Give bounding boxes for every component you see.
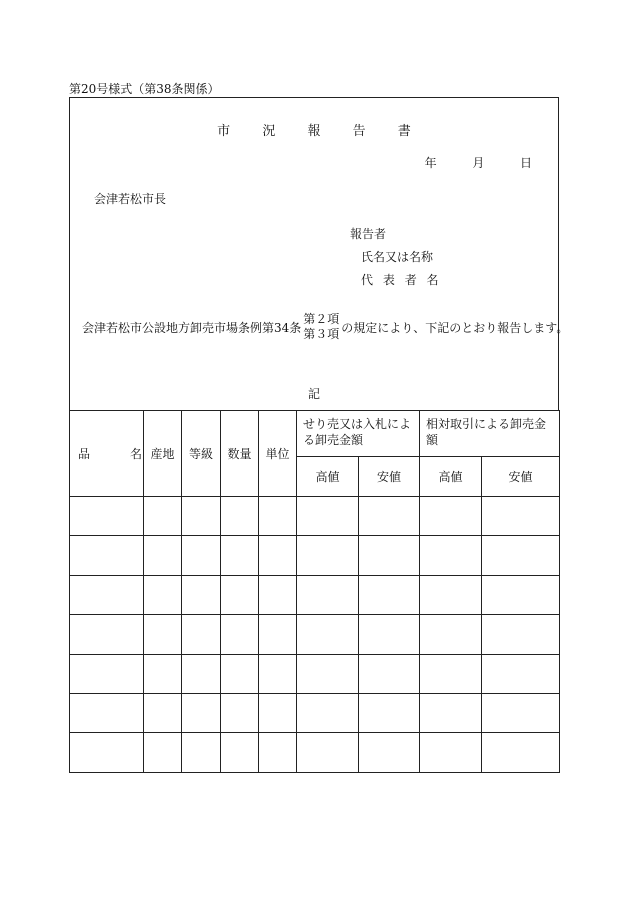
table-cell[interactable] xyxy=(420,497,482,536)
table-row xyxy=(70,575,560,614)
date-year: 年 xyxy=(424,156,437,170)
table-cell[interactable] xyxy=(259,733,297,772)
rep-char: 者 xyxy=(404,273,417,287)
title-char: 書 xyxy=(397,124,411,139)
table-cell[interactable] xyxy=(482,536,560,575)
table-cell[interactable] xyxy=(182,615,221,654)
representative-label xyxy=(361,271,445,288)
table-body xyxy=(70,497,560,773)
table-cell[interactable] xyxy=(221,536,259,575)
table-cell[interactable] xyxy=(70,536,144,575)
statement-after: の規定により、下記のとおり報告します。 xyxy=(341,320,569,335)
table-cell[interactable] xyxy=(70,733,144,772)
header-auction-high: 高値 xyxy=(297,457,359,497)
table-cell[interactable] xyxy=(144,575,182,614)
header-negotiated-low: 安値 xyxy=(482,457,560,497)
form-number-label: 第20号様式（第38条関係） xyxy=(69,82,220,96)
table-row xyxy=(70,497,560,536)
date-line xyxy=(425,154,532,171)
table-cell[interactable] xyxy=(297,693,359,732)
table-cell[interactable] xyxy=(482,693,560,732)
table-cell[interactable] xyxy=(70,654,144,693)
table-cell[interactable] xyxy=(482,497,560,536)
table-cell[interactable] xyxy=(182,497,221,536)
table-cell[interactable] xyxy=(297,497,359,536)
table-cell[interactable] xyxy=(221,497,259,536)
table-cell[interactable] xyxy=(221,733,259,772)
table-cell[interactable] xyxy=(182,693,221,732)
table-cell[interactable] xyxy=(182,575,221,614)
table-row xyxy=(70,693,560,732)
table-cell[interactable] xyxy=(359,615,420,654)
header-item-name xyxy=(70,411,144,497)
table-cell[interactable] xyxy=(420,693,482,732)
table-row xyxy=(70,615,560,654)
table-cell[interactable] xyxy=(259,575,297,614)
table-cell[interactable] xyxy=(70,615,144,654)
header-auction-amount: せり売又は入札による卸売金額 xyxy=(297,411,420,457)
table-cell[interactable] xyxy=(482,575,560,614)
table-cell[interactable] xyxy=(297,615,359,654)
table-cell[interactable] xyxy=(359,693,420,732)
date-month: 月 xyxy=(472,156,485,170)
title-char: 況 xyxy=(262,124,276,139)
name-label: 氏名又は名称 xyxy=(361,250,434,264)
header-origin: 産地 xyxy=(144,411,182,497)
header-auction-low: 安値 xyxy=(359,457,420,497)
table-cell[interactable] xyxy=(144,693,182,732)
table-cell[interactable] xyxy=(420,733,482,772)
table-cell[interactable] xyxy=(482,615,560,654)
statement-before: 会津若松市公設地方卸売市場条例第34条 xyxy=(82,320,302,335)
table-cell[interactable] xyxy=(221,654,259,693)
table-cell[interactable] xyxy=(144,536,182,575)
table-cell[interactable] xyxy=(221,575,259,614)
addressee: 会津若松市長 xyxy=(94,192,167,206)
table-cell[interactable] xyxy=(259,497,297,536)
table-cell[interactable] xyxy=(297,733,359,772)
table-cell[interactable] xyxy=(182,733,221,772)
table-cell[interactable] xyxy=(144,497,182,536)
clause-bottom: 第３項 xyxy=(303,327,340,341)
table-cell[interactable] xyxy=(259,615,297,654)
header-unit: 単位 xyxy=(259,411,297,497)
table-cell[interactable] xyxy=(221,615,259,654)
table-cell[interactable] xyxy=(259,654,297,693)
statement-text xyxy=(82,312,568,342)
reporter-heading: 報告者 xyxy=(350,227,387,241)
table-cell[interactable] xyxy=(359,497,420,536)
header-quantity: 数量 xyxy=(221,411,259,497)
table-cell[interactable] xyxy=(297,575,359,614)
table-cell[interactable] xyxy=(297,536,359,575)
table-row xyxy=(70,536,560,575)
table-cell[interactable] xyxy=(144,615,182,654)
table-cell[interactable] xyxy=(259,693,297,732)
header-negotiated-high: 高値 xyxy=(420,457,482,497)
title-char: 報 xyxy=(307,124,321,139)
header-item-a: 品 xyxy=(78,447,91,461)
table-cell[interactable] xyxy=(144,654,182,693)
rep-char: 表 xyxy=(382,273,395,287)
table-cell[interactable] xyxy=(482,733,560,772)
table-cell[interactable] xyxy=(359,575,420,614)
market-report-table xyxy=(69,410,560,773)
date-day: 日 xyxy=(519,156,532,170)
table-cell[interactable] xyxy=(359,536,420,575)
table-cell[interactable] xyxy=(359,733,420,772)
header-negotiated-amount: 相対取引による卸売金額 xyxy=(420,411,560,457)
table-cell[interactable] xyxy=(420,536,482,575)
document-title xyxy=(70,120,558,139)
table-cell[interactable] xyxy=(144,733,182,772)
table-cell[interactable] xyxy=(70,693,144,732)
report-header-frame xyxy=(69,97,569,410)
header-item-b: 名 xyxy=(130,447,143,461)
rep-char: 代 xyxy=(361,273,374,287)
table-header-row xyxy=(70,411,560,457)
table-cell[interactable] xyxy=(420,575,482,614)
table-cell[interactable] xyxy=(482,654,560,693)
table-cell[interactable] xyxy=(182,654,221,693)
table-row xyxy=(70,733,560,772)
table-row xyxy=(70,654,560,693)
header-grade: 等級 xyxy=(182,411,221,497)
table-cell[interactable] xyxy=(420,654,482,693)
title-char: 告 xyxy=(352,124,366,139)
clause-top: 第２項 xyxy=(303,312,340,326)
table-cell[interactable] xyxy=(420,615,482,654)
table-cell[interactable] xyxy=(182,536,221,575)
table-cell[interactable] xyxy=(359,654,420,693)
table-cell[interactable] xyxy=(297,654,359,693)
title-char: 市 xyxy=(217,124,231,139)
rep-char: 名 xyxy=(426,273,439,287)
table-cell[interactable] xyxy=(259,536,297,575)
table-cell[interactable] xyxy=(221,693,259,732)
ki-mark: 記 xyxy=(307,387,320,401)
clause-choice xyxy=(303,312,339,342)
table-cell[interactable] xyxy=(70,575,144,614)
table-cell[interactable] xyxy=(70,497,144,536)
